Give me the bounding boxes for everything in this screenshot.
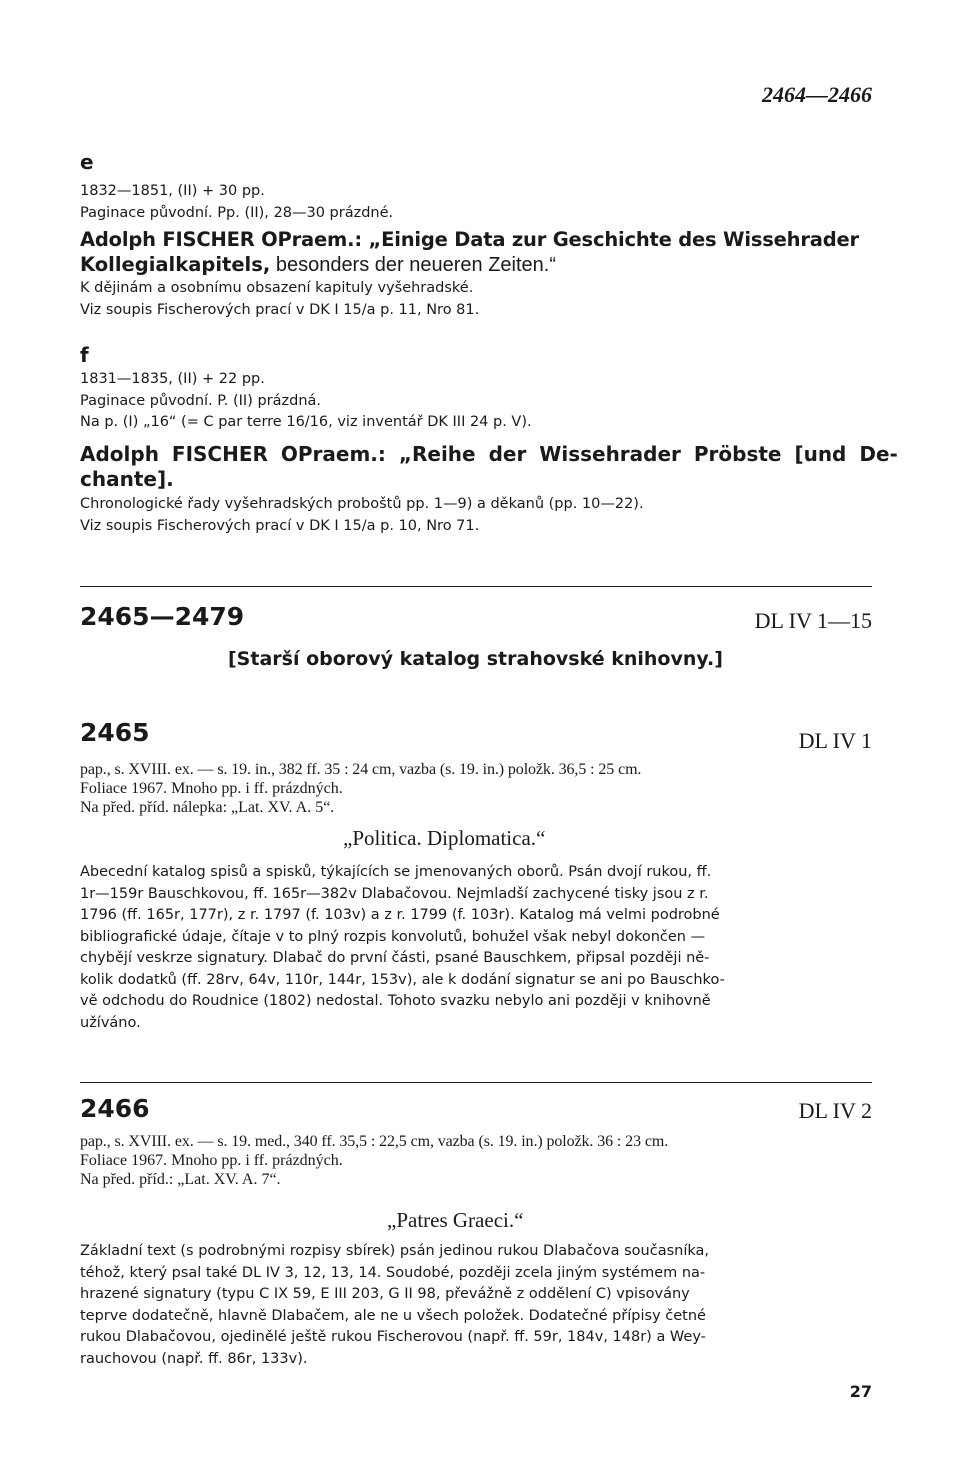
section-number: 2465—2479 [80, 602, 245, 631]
entry-2465-shelfmark: DL IV 1 [798, 728, 872, 753]
entry-2465-number: 2465 [80, 718, 150, 747]
description-line: chybějí veskrze signatury. Dlabač do první části, psané Bauschkem, připsal později ně- [80, 950, 710, 966]
entry-2465-foliation: Foliace 1967. Mnoho pp. i ff. prázdných. [80, 780, 343, 797]
entry-letter-f: f [80, 343, 89, 367]
entry-2465-physical: pap., s. XVIII. ex. — s. 19. in., 382 ff. 35 : 24 cm, vazba (s. 19. in.) položk. 36,5 : 25 cm. [80, 761, 642, 778]
page-number: 27 [849, 1382, 872, 1401]
entry-2465-title: „Politica. Diplomatica.“ [343, 826, 546, 850]
entry-f-reference: Viz soupis Fischerových prací v DK I 15/a p. 10, Nro 71. [80, 518, 480, 534]
entry-e-title-line1: Adolph FISCHER OPraem.: „Einige Data zur Geschichte des Wissehrader [80, 228, 859, 251]
section-shelfmark: DL IV 1—15 [754, 608, 872, 633]
entry-e-reference: Viz soupis Fischerových prací v DK I 15/a p. 11, Nro 81. [80, 302, 480, 318]
entry-letter-e: e [80, 150, 94, 174]
entry-2466-shelfmark: DL IV 2 [798, 1098, 872, 1123]
entry-2466-description [80, 1241, 880, 1370]
entry-2466-title: „Patres Graeci.“ [387, 1208, 524, 1232]
description-line: téhož, který psal také DL IV 3, 12, 13, 14. Soudobé, později zcela jiným systémem na- [80, 1264, 706, 1281]
entry-e-title-bold: Kollegialkapitels, [80, 253, 271, 276]
description-line: kolik dodatků (ff. 28rv, 64v, 110r, 144r, 153v), ale k dodání signatur se ani po Bauschko- [80, 971, 725, 988]
entry-2465-label: Na před. příd. nálepka: „Lat. XV. A. 5“. [80, 799, 335, 816]
description-line: vě odchodu do Roudnice (1802) nedostal. Tohoto svazku nebylo ani později v knihovně [80, 993, 711, 1009]
entry-2466-label: Na před. příd.: „Lat. XV. A. 7“. [80, 1171, 281, 1188]
entry-e-note: K dějinám a osobnímu obsazení kapituly vyšehradské. [80, 280, 474, 296]
section-title: [Starší oborový katalog strahovské knihovny.] [228, 648, 723, 670]
description-line: bibliografické údaje, čítaje v to plný rozpis konvolutů, bohužel však nebyl dokončen — [80, 928, 706, 945]
description-line: Základní text (s podrobnými rozpisy sbírek) psán jedinou rukou Dlabačova současníka, [80, 1243, 710, 1259]
entry-e-pagination: Paginace původní. Pp. (II), 28—30 prázdné. [80, 205, 394, 221]
description-line: hrazené signatury (typu C IX 59, E III 203, G II 98, převážně z oddělení C) vpisovány [80, 1286, 690, 1302]
description-line: rukou Dlabačovou, ojedinělé ještě rukou Fischerovou (např. ff. 59r, 184v, 148r) a Wey- [80, 1329, 706, 1345]
entry-f-extent: 1831—1835, (II) + 22 pp. [80, 371, 265, 387]
description-line: užíváno. [80, 1014, 141, 1031]
entry-f-pagination: Paginace původní. P. (II) prázdná. [80, 393, 322, 409]
description-line: teprve dodatečně, hlavně Dlabačem, ale ne u všech položek. Dodatečné přípisy četné [80, 1307, 706, 1324]
description-line: 1796 (ff. 165r, 177r), z r. 1797 (f. 103v) a z r. 1799 (f. 103r). Katalog má velmi podrobné [80, 907, 720, 923]
entry-f-title-line2: chante]. [80, 467, 174, 491]
entry-f-title-line1: Adolph FISCHER OPraem.: „Reihe der Wissehrader Pröbste [und De- [80, 442, 898, 466]
description-line: rauchovou (např. ff. 86r, 133v). [80, 1350, 308, 1367]
description-line: Abecední katalog spisů a spisků, týkajících se jmenovaných oborů. Psán dvojí rukou, ff. [80, 864, 712, 880]
entry-2465-description [80, 862, 880, 1034]
entry-2466-physical: pap., s. XVIII. ex. — s. 19. med., 340 ff. 35,5 : 22,5 cm, vazba (s. 19. in.) položk. 36 : 23 cm. [80, 1133, 669, 1150]
page-header: 2464—2466 [762, 82, 872, 107]
entry-f-description: Chronologické řady vyšehradských proboštů pp. 1—9) a děkanů (pp. 10—22). [80, 496, 644, 512]
section-divider [80, 1082, 872, 1083]
entry-2466-foliation: Foliace 1967. Mnoho pp. i ff. prázdných. [80, 1152, 343, 1169]
entry-e-title-line2 [80, 253, 556, 277]
entry-e-title-rest: besonders der neueren Zeiten.“ [270, 254, 556, 276]
entry-2466-number: 2466 [80, 1094, 150, 1123]
entry-f-note: Na p. (I) „16“ (= C par terre 16/16, viz inventář DK III 24 p. V). [80, 414, 532, 430]
description-line: 1r—159r Bauschkovou, ff. 165r—382v Dlabačovou. Nejmladší zachycené tisky jsou z r. [80, 885, 709, 902]
section-divider [80, 586, 872, 587]
entry-e-extent: 1832—1851, (II) + 30 pp. [80, 183, 265, 199]
